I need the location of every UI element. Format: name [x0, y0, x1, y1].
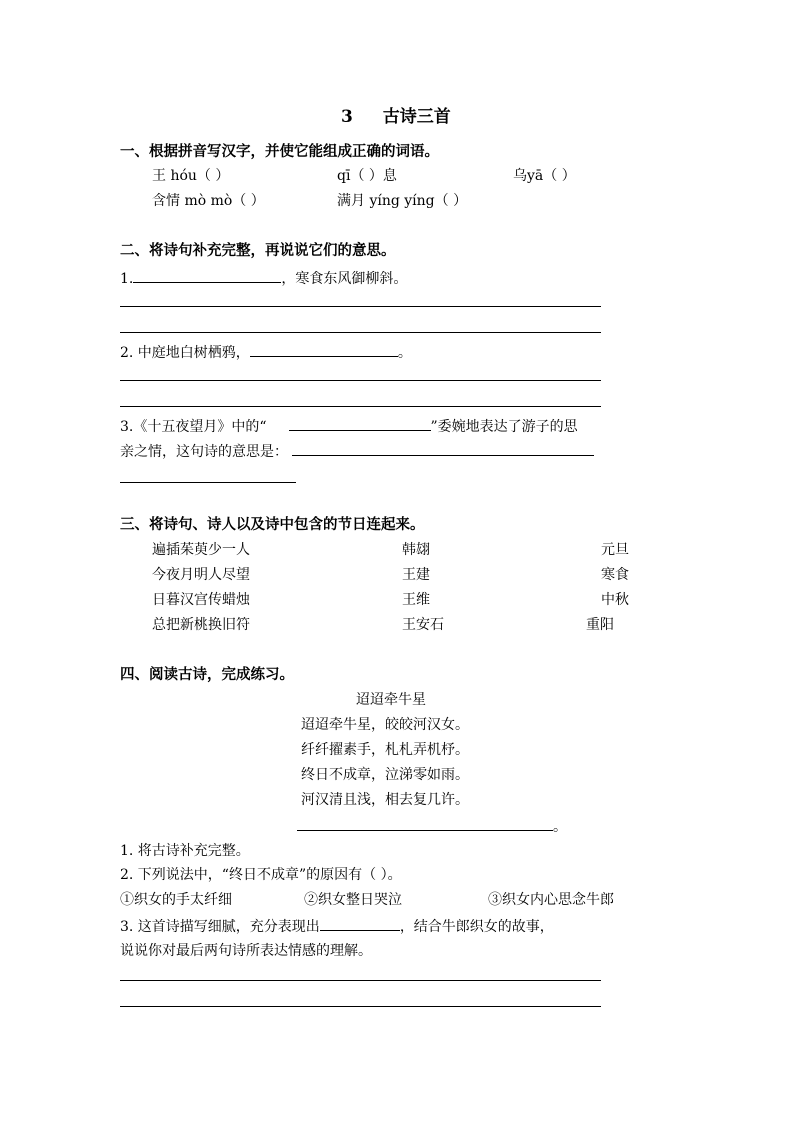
- festival-item: 元旦: [601, 542, 629, 558]
- page-title: [341, 108, 451, 126]
- poet-item: 王维: [402, 592, 430, 608]
- festival-item: 寒食: [601, 567, 629, 583]
- section-2-heading: 二、将诗句补充完整，再说说它们的意思。: [120, 242, 396, 259]
- poem-line-item: 遍插茱萸少一人: [152, 542, 250, 558]
- festival-item: 中秋: [601, 592, 629, 608]
- choice-option[interactable]: ①织女的手太纤细: [120, 892, 232, 908]
- pinyin-item: 王 hóu（ ）: [152, 168, 230, 184]
- pinyin-item: 乌yā（ ）: [513, 168, 576, 184]
- poem-line: 纤纤擢素手，札札弄机杼。: [301, 742, 469, 758]
- poem-line-item: 今夜月明人尽望: [152, 567, 250, 583]
- poem-line-item: 日暮汉宫传蜡烛: [152, 592, 250, 608]
- question-2-3: 3.《十五夜望月》中的“ ”委婉地表达了游子的思: [120, 416, 578, 436]
- poet-item: 韩翃: [402, 542, 430, 558]
- section-1-heading: 一、根据拼音写汉字，并使它能组成正确的词语。: [120, 143, 439, 160]
- question-2-2: 2. 中庭地白树栖鸦， 。: [120, 342, 412, 362]
- poet-item: 王建: [402, 567, 430, 583]
- answer-line[interactable]: [120, 1006, 601, 1007]
- festival-item: 重阳: [586, 617, 614, 633]
- poem-blank-line: 。: [297, 816, 567, 836]
- question-4-3: 3. 这首诗描写细腻，充分表现出 ，结合牛郎织女的故事，: [120, 916, 554, 936]
- question-4-1: 1. 将古诗补充完整。: [120, 843, 250, 859]
- poem-line: 河汉清且浅，相去复几许。: [301, 792, 469, 808]
- choice-option[interactable]: ②织女整日哭泣: [304, 892, 402, 908]
- answer-blank[interactable]: [250, 342, 398, 357]
- answer-blank[interactable]: [297, 816, 553, 831]
- answer-line[interactable]: [120, 406, 601, 407]
- answer-line[interactable]: [120, 482, 296, 483]
- poem-title: 迢迢牵牛星: [356, 692, 426, 708]
- answer-line[interactable]: [120, 332, 601, 333]
- answer-blank[interactable]: [292, 441, 594, 456]
- lesson-title: 古诗三首: [382, 107, 451, 127]
- choice-option[interactable]: ③织女内心思念牛郎: [488, 892, 614, 908]
- answer-line[interactable]: [120, 380, 601, 381]
- question-4-2: 2. 下列说法中，“终日不成章”的原因有（ ）。: [120, 867, 402, 883]
- section-3-heading: 三、将诗句、诗人以及诗中包含的节日连起来。: [120, 516, 425, 533]
- answer-line[interactable]: [120, 306, 601, 307]
- question-4-3-line2: 说说你对最后两句诗所表达情感的理解。: [120, 943, 372, 959]
- question-2-1: 1. ，寒食东风御柳斜。: [120, 268, 407, 288]
- lesson-number: 3: [341, 107, 353, 127]
- poem-line: 终日不成章，泣涕零如雨。: [301, 767, 469, 783]
- pinyin-item: qī（ ）息: [337, 168, 397, 184]
- poet-item: 王安石: [402, 617, 444, 633]
- answer-blank[interactable]: [320, 916, 400, 931]
- answer-blank[interactable]: [133, 268, 281, 283]
- section-4-heading: 四、阅读古诗，完成练习。: [120, 666, 294, 683]
- answer-blank[interactable]: [289, 416, 431, 431]
- poem-line: 迢迢牵牛星，皎皎河汉女。: [301, 717, 469, 733]
- pinyin-item: 满月 yíng yíng（ ）: [337, 193, 468, 209]
- poem-line-item: 总把新桃换旧符: [152, 617, 250, 633]
- question-2-3-line2: 亲之情，这句诗的意思是：: [120, 441, 594, 461]
- pinyin-item: 含情 mò mò（ ）: [152, 193, 265, 209]
- answer-line[interactable]: [120, 980, 601, 981]
